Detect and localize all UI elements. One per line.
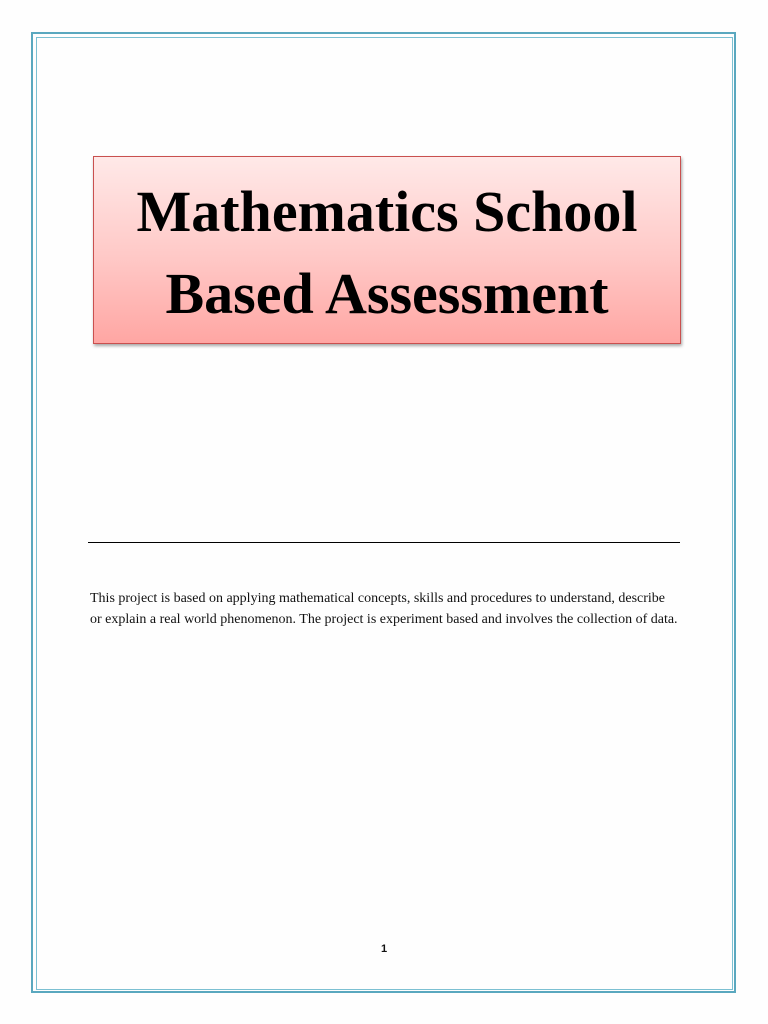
- page-number: 1: [380, 943, 388, 955]
- project-description: This project is based on applying mathematical concepts, skills and procedures to understand, describe or explain a real world phenomenon. The project is experiment based and involves the collection of data.: [90, 591, 678, 627]
- horizontal-rule: [88, 542, 680, 543]
- document-title: [137, 171, 638, 335]
- title-box: [93, 156, 681, 344]
- title-line-2: Based Assessment: [165, 261, 609, 326]
- title-line-1: Mathematics School: [136, 179, 638, 244]
